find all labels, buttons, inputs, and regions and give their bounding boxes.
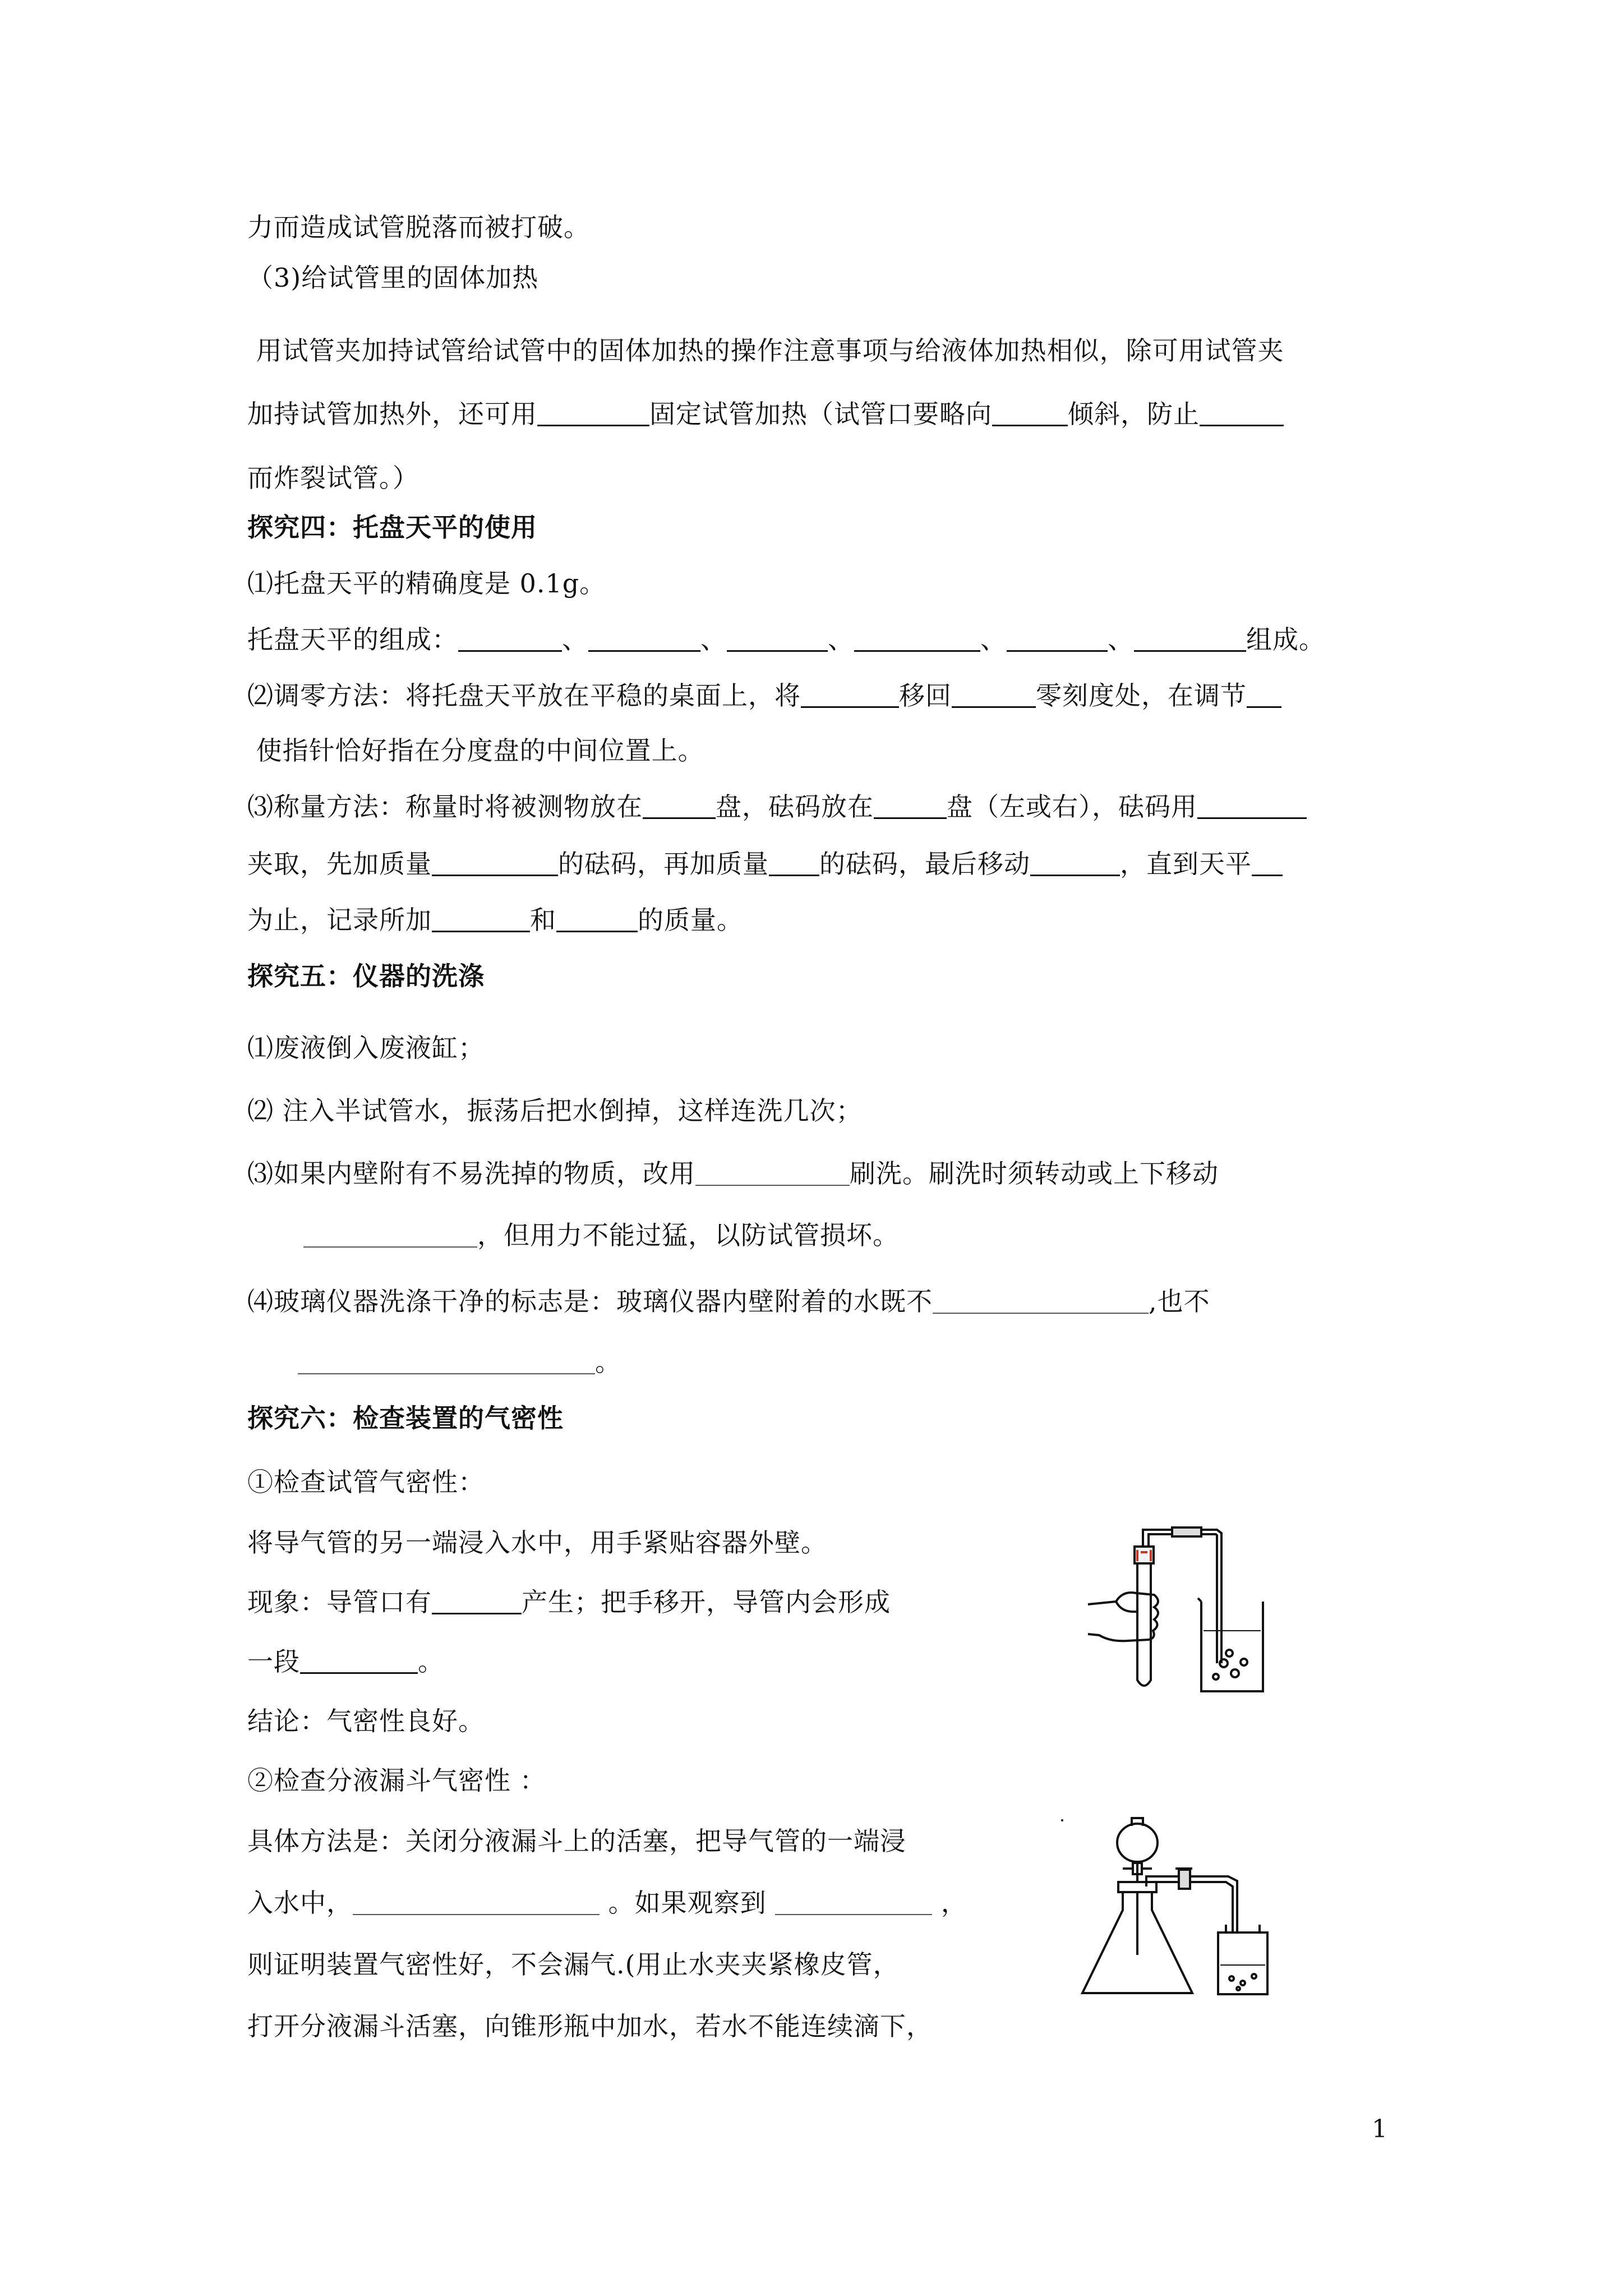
text-segment: ， [932,1888,967,1918]
text-segment: 力而造成试管脱落而被打破。 [247,212,590,242]
text-segment: 的砝码，再加质量 [558,849,769,879]
blank-line [537,400,649,426]
text-segment: 托盘天平的组成： [247,624,458,655]
text-line [247,261,538,295]
text-segment: 移回 [899,680,952,711]
blank-line [952,682,1036,708]
text-segment: 组成。 [1246,624,1325,655]
text-segment: 。 [418,1646,444,1677]
text-segment: 一段 [247,1646,300,1677]
text-line [247,623,1325,656]
text-line [247,679,1281,712]
text-line [247,567,606,600]
text-segment: ，但用力不能过猛，以防试管损坏。 [477,1220,899,1250]
blank-line [854,625,980,652]
text-segment: 的砝码，最后移动 [819,849,1030,879]
text-segment: 具体方法是：关闭分液漏斗上的活塞，把导气管的一端浸 [247,1826,906,1856]
text-segment: 和 [530,905,556,935]
blank-line [695,1160,850,1186]
text-segment: ⑶称量方法：称量时将被测物放在 [247,792,643,822]
text-segment: 盘，砝码放在 [716,792,874,822]
text-line [247,1526,827,1559]
text-line [247,397,1284,431]
text-segment: ，直到天平 [1120,849,1252,879]
text-segment: 、 [828,624,854,655]
text-segment: 加持试管加热外，还可用 [247,399,537,429]
blank-line [874,793,947,819]
text-segment: 探究六：检查装置的气密性 [247,1403,564,1433]
section-heading [247,1401,564,1435]
text-line [247,1948,900,1981]
text-segment: 。如果观察到 [600,1888,776,1918]
text-segment: 打开分液漏斗活塞，向锥形瓶中加水，若水不能连续滴下， [247,2011,933,2041]
text-line [247,903,743,937]
separatory-funnel-flask-diagram [1060,1815,1284,2005]
blank-line [1252,850,1283,876]
blank-line [1007,625,1108,652]
blank-line [775,1889,932,1915]
page-number: 1 [1372,2115,1387,2143]
text-segment: 、 [700,624,727,655]
text-segment: 探究四：托盘天平的使用 [247,512,537,542]
blank-line [933,1288,1149,1314]
blank-line [432,850,558,876]
text-line [247,1157,1219,1190]
text-segment: 将导气管的另一端浸入水中，用手紧贴容器外壁。 [247,1527,827,1558]
blank-line [1197,793,1307,819]
text-line [247,1704,485,1738]
blank-line [588,625,700,652]
section-heading [247,510,537,544]
blank-line [303,1222,477,1248]
text-segment: 。 [595,1347,621,1377]
test-tube-hand-beaker-diagram [1082,1523,1273,1697]
text-segment: ⑷玻璃仪器洗涤干净的标志是：玻璃仪器内壁附着的水既不 [247,1286,933,1317]
text-segment: 固定试管加热（试管口要略向 [649,399,992,429]
text-line [247,1285,1210,1318]
text-line [247,734,704,767]
text-line [247,1824,906,1858]
text-segment: 产生；把手移开，导管内会形成 [522,1587,891,1617]
text-line [247,334,1284,367]
text-segment: 而炸裂试管。） [247,463,419,493]
text-segment: 的质量。 [638,905,743,935]
text-segment: ⑶如果内壁附有不易洗掉的物质，改用 [247,1158,695,1189]
blank-line [300,1648,418,1674]
text-line [247,1094,863,1128]
blank-line [769,850,819,876]
blank-line [298,1349,595,1374]
blank-line [458,625,562,652]
text-line [247,461,419,495]
text-line [247,1465,485,1499]
blank-line [353,1889,600,1915]
blank-line [643,793,716,819]
text-line [247,2009,933,2043]
text-segment: ⑴废液倒入废液缸； [247,1033,485,1063]
text-segment: 倾斜，防止 [1068,399,1200,429]
blank-line [1134,625,1246,652]
text-segment: ,也不 [1149,1286,1210,1317]
text-segment: 零刻度处，在调节 [1036,680,1247,711]
text-line [247,847,1283,881]
blank-line [992,400,1068,426]
blank-line [1030,850,1120,876]
blank-line [1200,400,1284,426]
blank-line [556,906,638,932]
text-segment: 用试管夹加持试管给试管中的固体加热的操作注意事项与给液体加热相似，除可用试管夹 [247,335,1284,366]
text-segment: 刷洗。刷洗时须转动或上下移动 [850,1158,1219,1189]
text-line [247,1645,444,1678]
text-segment: 使指针恰好指在分度盘的中间位置上。 [247,735,704,766]
text-segment: ⑴托盘天平的精确度是 0.1g。 [247,568,606,599]
text-segment: 为止，记录所加 [247,905,432,935]
text-line [247,790,1307,823]
text-segment: 盘（左或右），砝码用 [947,792,1197,822]
text-segment: 夹取，先加质量 [247,849,432,879]
text-segment: ①检查试管气密性： [247,1467,485,1497]
text-segment: 、 [1108,624,1134,655]
text-segment: 入水中， [247,1888,353,1918]
blank-line [1247,682,1281,708]
section-heading [247,959,485,993]
text-line [303,1218,899,1252]
text-segment: ②检查分液漏斗气密性 ： [247,1765,546,1796]
text-line [247,210,590,244]
text-segment: 、 [562,624,588,655]
text-segment: 现象：导管口有 [247,1587,432,1617]
text-segment: （3)给试管里的固体加热 [247,263,539,293]
blank-line [432,1588,522,1614]
text-line [247,1764,546,1797]
text-segment: 则证明装置气密性好，不会漏气.(用止水夹夹紧橡皮管， [247,1949,900,1980]
text-segment: ⑵调零方法：将托盘天平放在平稳的桌面上，将 [247,680,801,711]
text-line [298,1345,621,1379]
text-segment: 探究五：仪器的洗涤 [247,961,485,991]
blank-line [432,906,530,932]
text-segment: 结论：气密性良好。 [247,1706,485,1736]
text-line [247,1585,891,1619]
text-line [247,1886,967,1920]
text-line [247,1031,485,1065]
text-segment: 、 [980,624,1007,655]
text-segment: ⑵ 注入半试管水，振荡后把水倒掉，这样连洗几次； [247,1096,863,1126]
blank-line [801,682,899,708]
blank-line [727,625,828,652]
